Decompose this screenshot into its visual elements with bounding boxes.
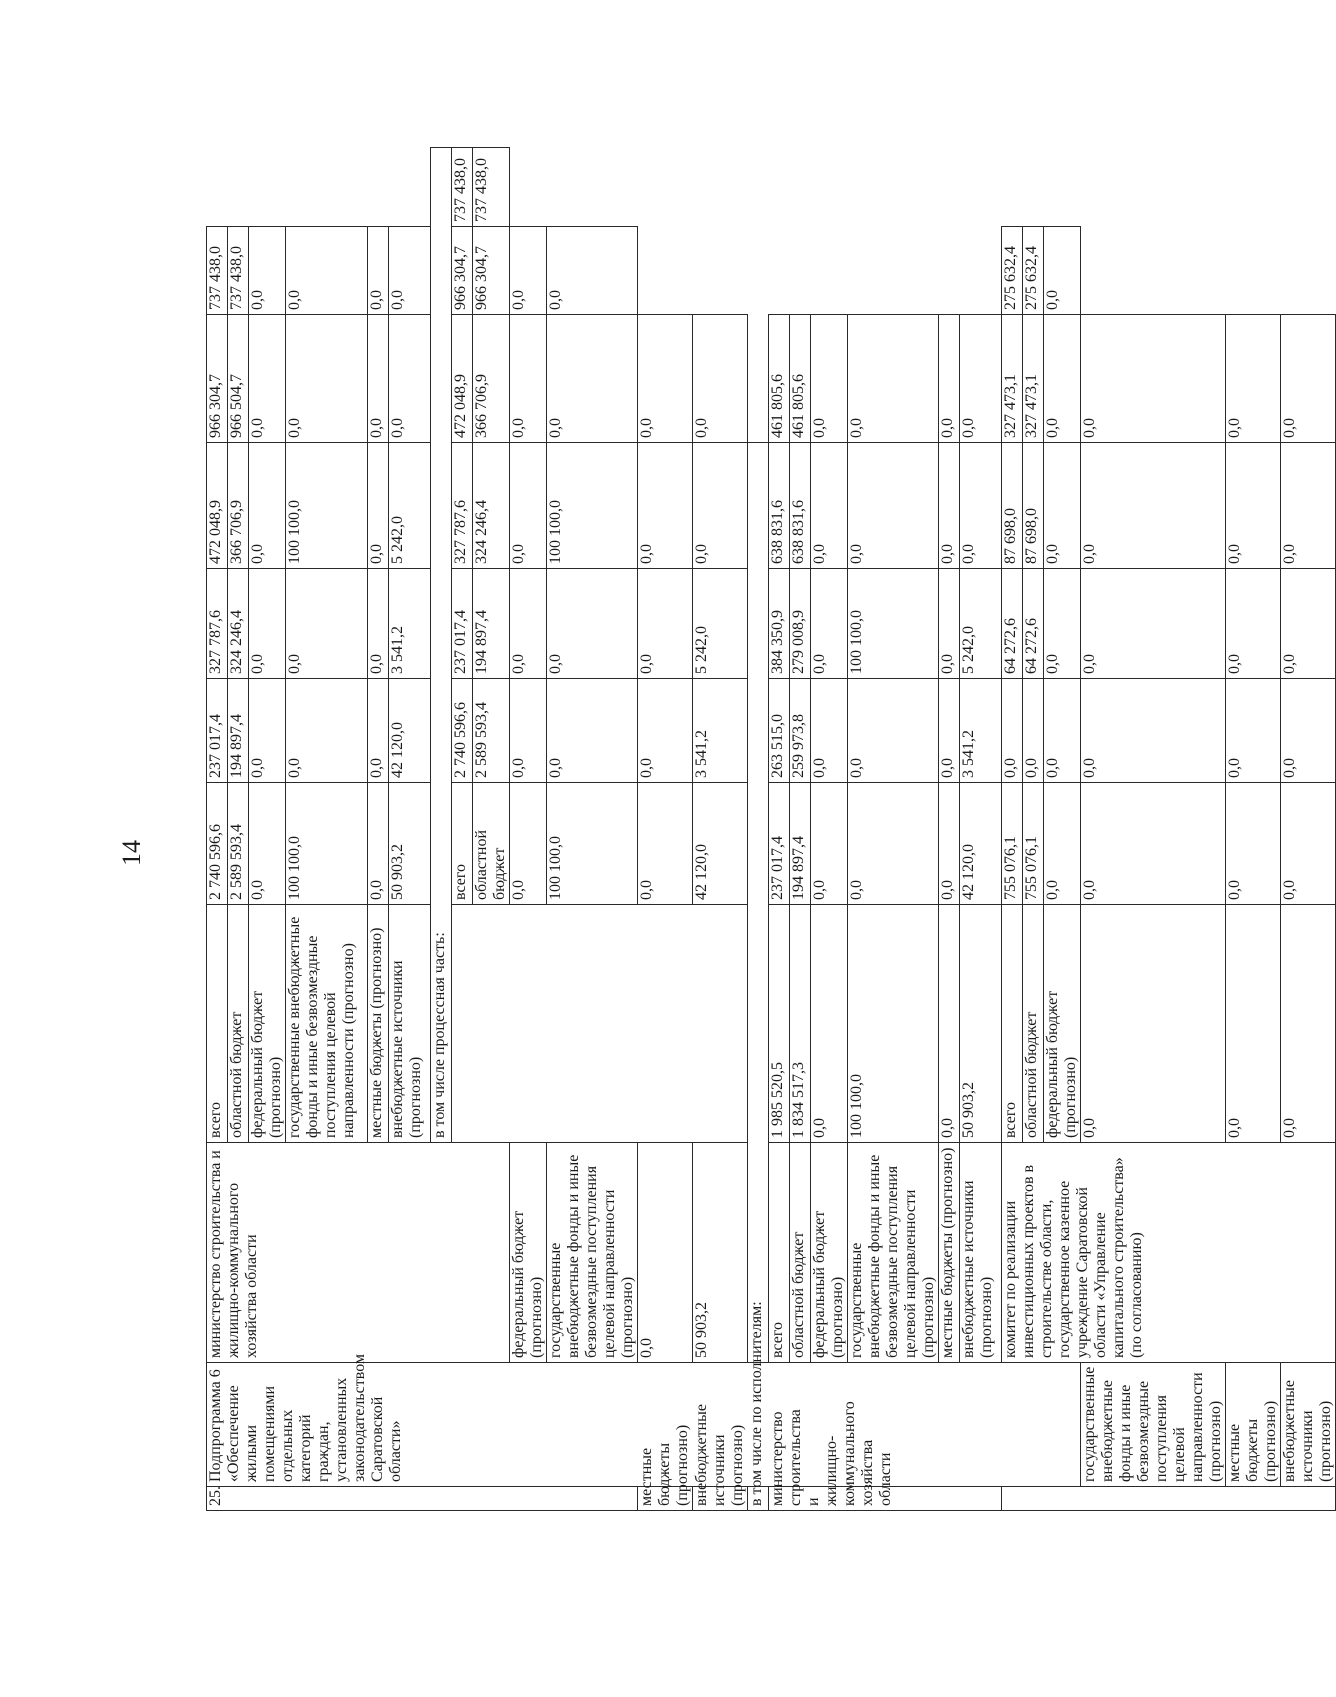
value-cell: 0,0	[368, 443, 389, 569]
value-cell: 0,0	[286, 315, 368, 443]
value-cell: 0,0	[693, 443, 748, 569]
value-cell: 194 897,4	[473, 569, 510, 679]
value-cell: 0,0	[1226, 679, 1281, 783]
table-row	[638, 148, 693, 1511]
value-cell: 3 541,2	[960, 679, 1002, 783]
value-cell: 100 100,0	[848, 905, 939, 1143]
value-cell: 50 903,2	[960, 905, 1002, 1143]
value-cell: 0,0	[547, 569, 638, 679]
value-cell: 366 706,9	[228, 443, 249, 569]
table-row	[510, 148, 547, 1511]
table-row	[790, 148, 811, 1511]
value-cell: 0,0	[368, 783, 389, 905]
source-local: местные бюджеты (прогнозно)	[638, 1487, 693, 1511]
value-cell: 0,0	[848, 315, 939, 443]
value-cell: 100 100,0	[286, 443, 368, 569]
value-cell: 0,0	[1044, 315, 1081, 443]
value-cell: 0,0	[510, 569, 547, 679]
value-cell: 966 304,7	[473, 227, 510, 315]
value-cell: 64 272,6	[1023, 569, 1044, 679]
value-cell: 87 698,0	[1002, 443, 1023, 569]
value-cell: 324 246,4	[228, 569, 249, 679]
value-cell: 0,0	[848, 783, 939, 905]
value-cell: 966 504,7	[228, 315, 249, 443]
value-cell: 0,0	[249, 783, 286, 905]
value-cell: 0,0	[811, 783, 848, 905]
value-cell: 0,0	[811, 569, 848, 679]
value-cell: 0,0	[389, 315, 431, 443]
value-cell: 0,0	[939, 315, 960, 443]
value-cell: 0,0	[389, 227, 431, 315]
value-cell: 0,0	[1226, 783, 1281, 905]
value-cell: 327 787,6	[207, 569, 228, 679]
value-cell: 100 100,0	[286, 783, 368, 905]
value-cell: 324 246,4	[473, 443, 510, 569]
value-cell: 0,0	[510, 679, 547, 783]
value-cell: 0,0	[638, 1143, 693, 1363]
executor-committee: комитет по реализации инвестиционных проектов в строительстве области, государственное казенное учреждение Саратовской области «Управление капитального строительства» (по согласованию)	[1002, 1143, 1336, 1363]
row-number: 25.	[207, 1487, 638, 1511]
budget-table-rotated	[206, 147, 1334, 1511]
value-cell: 0,0	[1044, 783, 1081, 905]
source-funds: государственные внебюджетные фонды и иные безвозмездные поступления целевой направленности (прогнозно)	[547, 1143, 638, 1363]
executor-main-repeat: министерство строительства и жилищно-коммунального хозяйства области	[769, 1487, 1002, 1511]
source-funds: государственные внебюджетные фонды и иные безвозмездные поступления целевой направленности (прогнозно)	[848, 1143, 939, 1363]
value-cell: 275 632,4	[1023, 227, 1044, 315]
value-cell: 194 897,4	[790, 783, 811, 905]
value-cell: 0,0	[510, 783, 547, 905]
table-row	[769, 148, 790, 1511]
value-cell: 0,0	[693, 315, 748, 443]
value-cell: 0,0	[249, 443, 286, 569]
value-cell: 0,0	[286, 227, 368, 315]
source-funds: государственные внебюджетные фонды и иные безвозмездные поступления целевой направленности (прогнозно)	[1081, 1363, 1226, 1487]
value-cell: 0,0	[1044, 569, 1081, 679]
value-cell: 50 903,2	[389, 783, 431, 905]
value-cell: 0,0	[249, 227, 286, 315]
value-cell: 237 017,4	[207, 679, 228, 783]
value-cell: 0,0	[547, 315, 638, 443]
table-row	[960, 148, 1002, 1511]
value-cell: 0,0	[368, 569, 389, 679]
value-cell: 0,0	[1281, 905, 1336, 1143]
value-cell: 384 350,9	[769, 569, 790, 679]
program-name: Подпрограмма 6 «Обеспечение жилыми помещениями отдельных категорий граждан, установленных законодательством Саратовской области»	[207, 1363, 1081, 1487]
executor-empty	[452, 905, 748, 1143]
value-cell: 0,0	[1081, 679, 1226, 783]
value-cell: 259 973,8	[790, 679, 811, 783]
value-cell: 755 076,1	[1002, 783, 1023, 905]
value-cell: 0,0	[1081, 905, 1226, 1143]
table-row	[1002, 148, 1023, 1511]
value-cell: 327 473,1	[1002, 315, 1023, 443]
value-cell: 0,0	[1226, 315, 1281, 443]
value-cell: 0,0	[1226, 905, 1281, 1143]
section-process: в том числе процессная часть:	[431, 148, 452, 1143]
value-cell: 0,0	[1281, 315, 1336, 443]
value-cell: 461 805,6	[769, 315, 790, 443]
value-cell: 2 740 596,6	[207, 783, 228, 905]
value-cell: 966 304,7	[452, 227, 473, 315]
page-number: 14	[117, 840, 146, 866]
source-regional: областной бюджет	[228, 905, 249, 1143]
value-cell: 100 100,0	[547, 783, 638, 905]
value-cell: 0,0	[547, 679, 638, 783]
executor-empty-left	[1002, 1487, 1336, 1511]
value-cell: 0,0	[960, 315, 1002, 443]
table-row	[939, 148, 960, 1511]
value-cell: 275 632,4	[1002, 227, 1023, 315]
value-cell: 2 589 593,4	[473, 679, 510, 783]
value-cell: 0,0	[249, 569, 286, 679]
value-cell: 755 076,1	[1023, 783, 1044, 905]
value-cell: 472 048,9	[207, 443, 228, 569]
value-cell: 638 831,6	[790, 443, 811, 569]
value-cell: 5 242,0	[693, 569, 748, 679]
value-cell: 638 831,6	[769, 443, 790, 569]
value-cell: 0,0	[510, 227, 547, 315]
value-cell: 1 985 520,5	[769, 905, 790, 1143]
source-regional: областной бюджет	[790, 1143, 811, 1363]
table-row	[848, 148, 939, 1511]
source-funds: государственные внебюджетные фонды и иные безвозмездные поступления целевой направленности (прогнозно)	[286, 905, 368, 1143]
value-cell: 0,0	[1281, 443, 1336, 569]
source-total: всего	[769, 1143, 790, 1363]
source-federal: федеральный бюджет (прогнозно)	[1044, 905, 1081, 1143]
value-cell: 0,0	[939, 679, 960, 783]
value-cell: 0,0	[1226, 569, 1281, 679]
value-cell: 0,0	[1281, 783, 1336, 905]
value-cell: 0,0	[638, 315, 693, 443]
value-cell: 237 017,4	[769, 783, 790, 905]
value-cell: 3 541,2	[693, 679, 748, 783]
source-federal: федеральный бюджет (прогнозно)	[811, 1143, 848, 1363]
source-total: всего	[452, 783, 473, 905]
value-cell: 279 008,9	[790, 569, 811, 679]
value-cell: 0,0	[1226, 443, 1281, 569]
value-cell: 3 541,2	[389, 569, 431, 679]
source-total: всего	[207, 905, 228, 1143]
section-row	[748, 148, 769, 1511]
value-cell: 0,0	[848, 679, 939, 783]
value-cell: 0,0	[848, 443, 939, 569]
value-cell: 0,0	[286, 679, 368, 783]
value-cell: 0,0	[249, 679, 286, 783]
value-cell: 0,0	[939, 443, 960, 569]
source-local: местные бюджеты (прогнозно)	[939, 1143, 960, 1363]
value-cell: 327 473,1	[1023, 315, 1044, 443]
value-cell: 0,0	[1281, 679, 1336, 783]
value-cell: 0,0	[510, 315, 547, 443]
value-cell: 42 120,0	[693, 783, 748, 905]
source-local: местные бюджеты (прогнозно)	[368, 905, 389, 1143]
value-cell: 263 515,0	[769, 679, 790, 783]
value-cell: 0,0	[368, 227, 389, 315]
value-cell: 0,0	[1281, 569, 1336, 679]
value-cell: 0,0	[638, 679, 693, 783]
value-cell: 737 438,0	[228, 227, 249, 315]
value-cell: 0,0	[510, 443, 547, 569]
value-cell: 0,0	[939, 783, 960, 905]
value-cell: 194 897,4	[228, 679, 249, 783]
value-cell: 737 438,0	[207, 227, 228, 315]
value-cell: 0,0	[638, 569, 693, 679]
source-extra: внебюджетные источники (прогнозно)	[1281, 1363, 1336, 1487]
value-cell: 100 100,0	[547, 443, 638, 569]
value-cell: 64 272,6	[1002, 569, 1023, 679]
value-cell: 50 903,2	[693, 1143, 748, 1363]
value-cell: 2 740 596,6	[452, 679, 473, 783]
value-cell: 0,0	[811, 443, 848, 569]
value-cell: 0,0	[1044, 227, 1081, 315]
value-cell: 0,0	[1044, 443, 1081, 569]
value-cell: 0,0	[1023, 679, 1044, 783]
value-cell: 0,0	[638, 783, 693, 905]
value-cell: 327 787,6	[452, 443, 473, 569]
value-cell: 472 048,9	[452, 315, 473, 443]
table-row	[547, 148, 638, 1511]
source-local: местные бюджеты (прогнозно)	[1226, 1363, 1281, 1487]
value-cell: 5 242,0	[389, 443, 431, 569]
value-cell: 0,0	[1081, 443, 1226, 569]
value-cell: 737 438,0	[452, 148, 473, 227]
value-cell: 0,0	[1002, 679, 1023, 783]
value-cell: 0,0	[368, 315, 389, 443]
value-cell: 0,0	[811, 905, 848, 1143]
value-cell: 42 120,0	[389, 679, 431, 783]
value-cell: 0,0	[939, 569, 960, 679]
value-cell: 5 242,0	[960, 569, 1002, 679]
table-row	[207, 148, 228, 1511]
source-extra: внебюджетные источники (прогнозно)	[389, 905, 431, 1143]
value-cell: 966 304,7	[207, 315, 228, 443]
value-cell: 100 100,0	[848, 569, 939, 679]
value-cell: 87 698,0	[1023, 443, 1044, 569]
value-cell: 0,0	[1081, 315, 1226, 443]
source-federal: федеральный бюджет (прогнозно)	[249, 905, 286, 1143]
value-cell: 0,0	[939, 905, 960, 1143]
source-extra: внебюджетные источники (прогнозно)	[960, 1143, 1002, 1363]
source-total: всего	[1002, 905, 1023, 1143]
value-cell: 2 589 593,4	[228, 783, 249, 905]
value-cell: 0,0	[1081, 783, 1226, 905]
value-cell: 1 834 517,3	[790, 905, 811, 1143]
value-cell: 366 706,9	[473, 315, 510, 443]
value-cell: 237 017,4	[452, 569, 473, 679]
table-row	[693, 148, 748, 1511]
source-regional: областной бюджет	[473, 783, 510, 905]
value-cell: 0,0	[811, 679, 848, 783]
value-cell: 0,0	[960, 443, 1002, 569]
value-cell: 0,0	[811, 315, 848, 443]
value-cell: 737 438,0	[473, 148, 510, 227]
table-row	[811, 148, 848, 1511]
source-extra: внебюджетные источники (прогнозно)	[693, 1487, 748, 1511]
executor-main: министерство строительства и жилищно-коммунального хозяйства области	[207, 1143, 510, 1363]
value-cell: 0,0	[1044, 679, 1081, 783]
value-cell: 0,0	[638, 443, 693, 569]
value-cell: 461 805,6	[790, 315, 811, 443]
source-regional: областной бюджет	[1023, 905, 1044, 1143]
value-cell: 0,0	[368, 679, 389, 783]
budget-table	[206, 147, 1336, 1511]
value-cell: 42 120,0	[960, 783, 1002, 905]
section-executors: в том числе по исполнителям:	[748, 443, 769, 1511]
value-cell: 0,0	[249, 315, 286, 443]
value-cell: 0,0	[286, 569, 368, 679]
value-cell: 0,0	[1081, 569, 1226, 679]
source-federal: федеральный бюджет (прогнозно)	[510, 1143, 547, 1363]
value-cell: 0,0	[547, 227, 638, 315]
